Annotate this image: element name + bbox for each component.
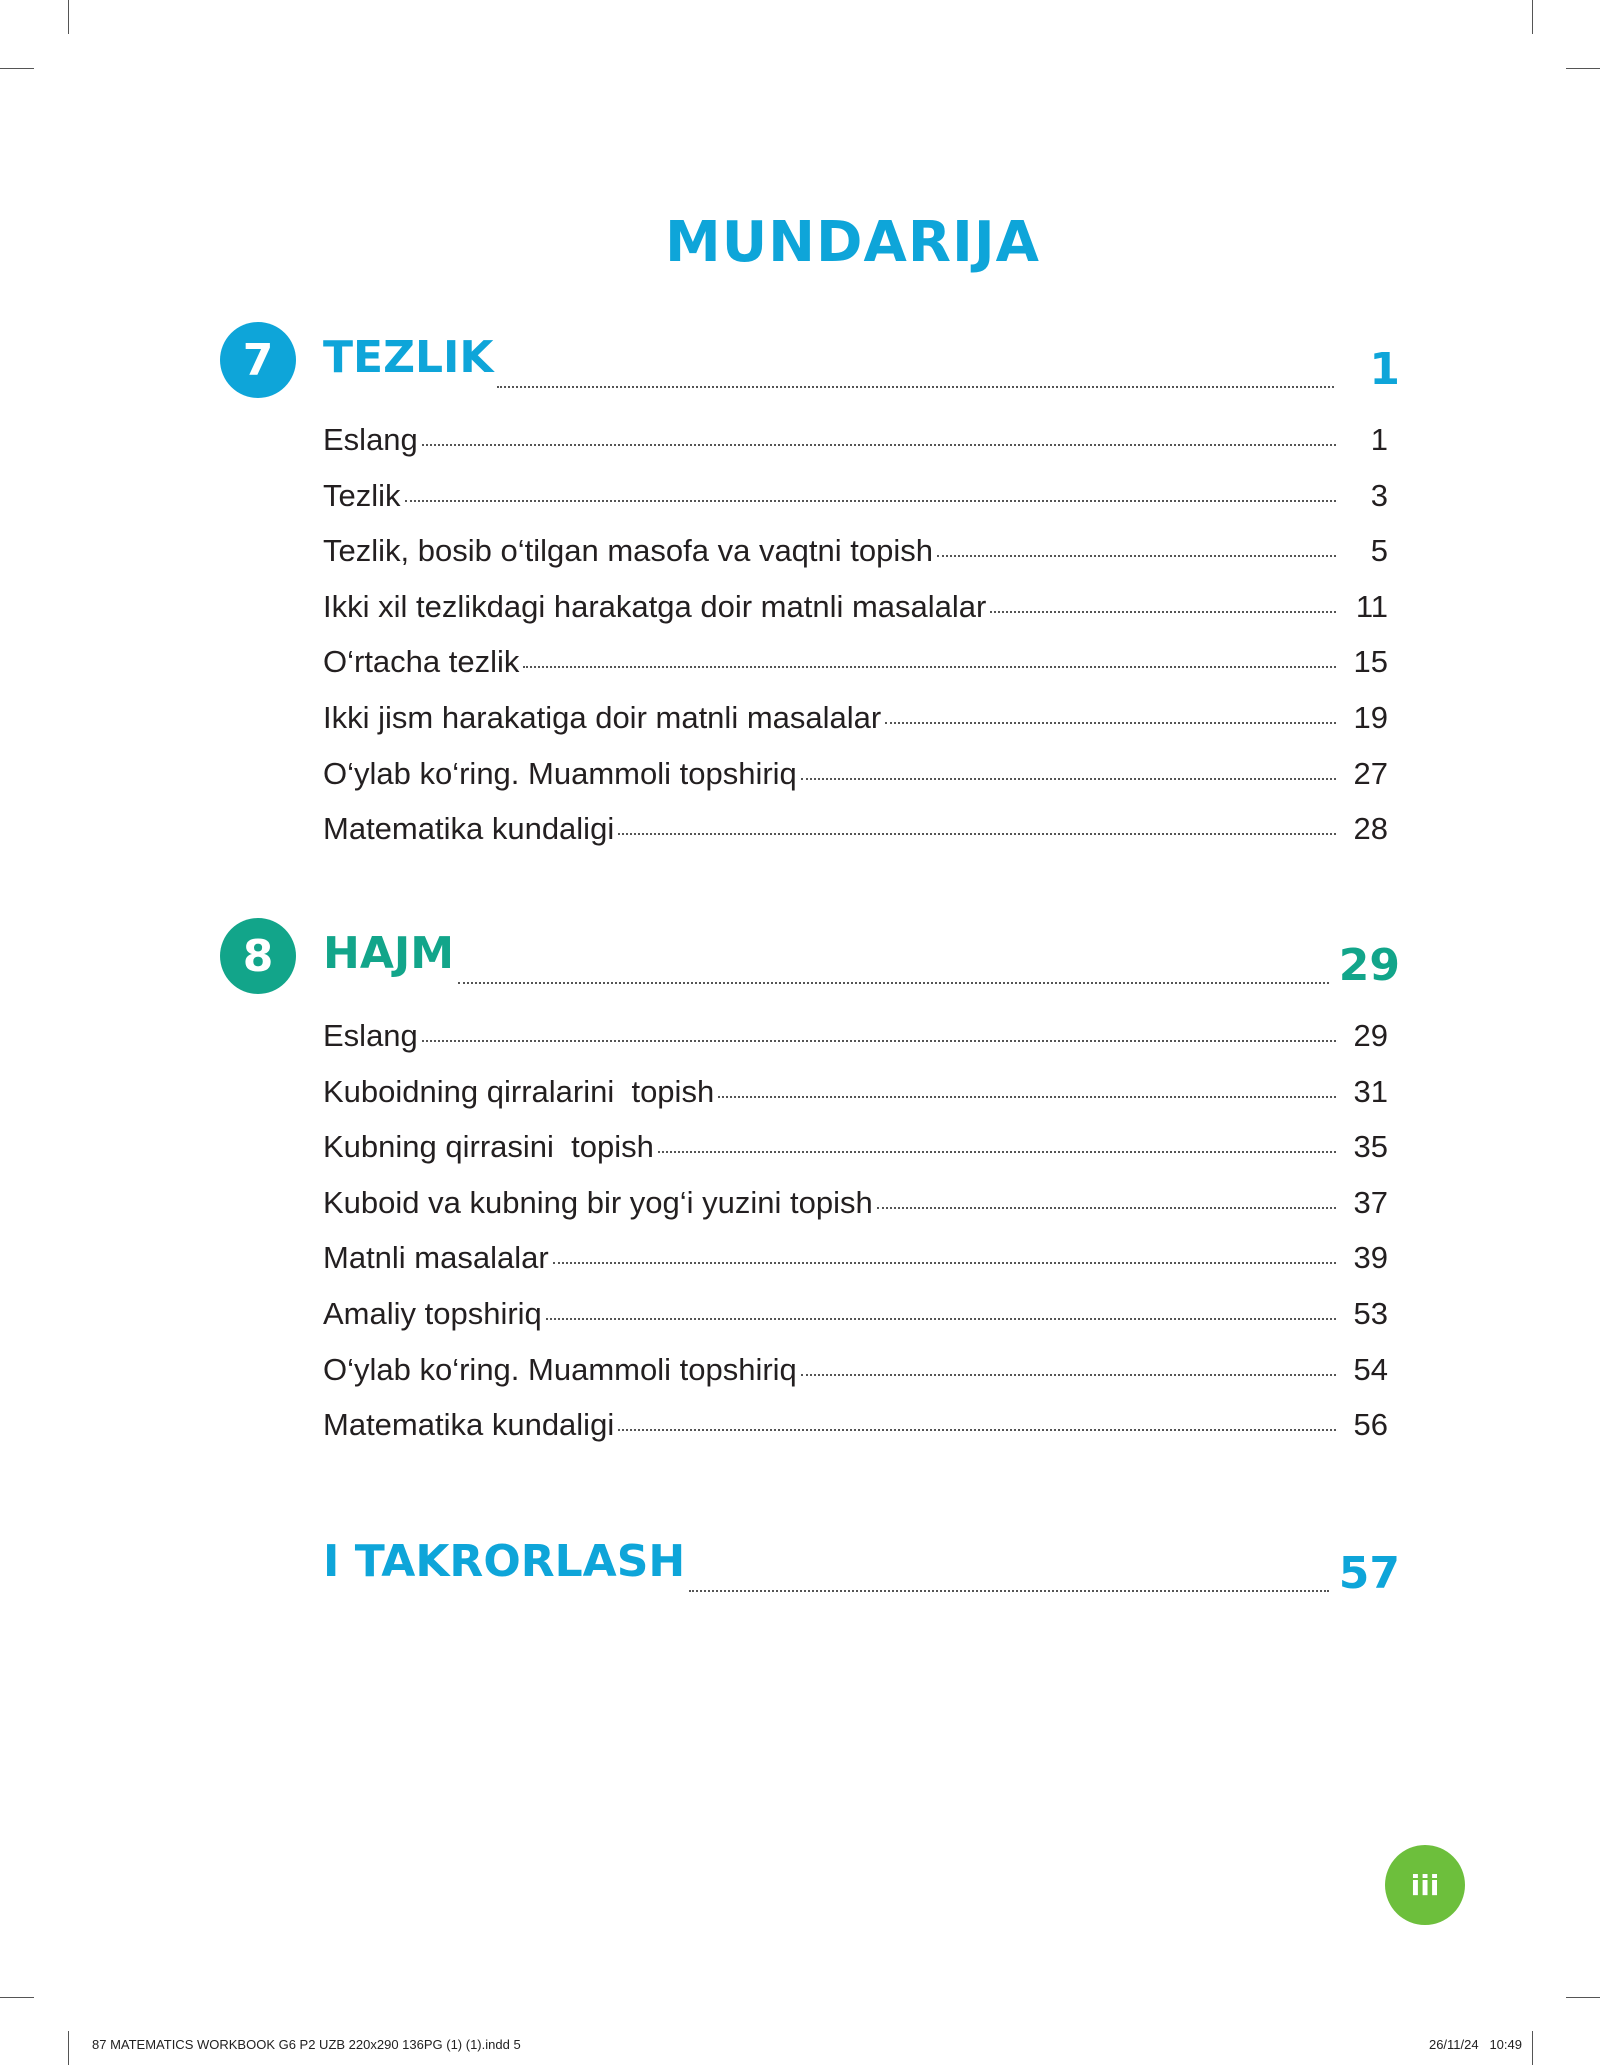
- toc-entry[interactable]: [323, 1129, 1388, 1185]
- crop-mark: [0, 1997, 34, 1998]
- chapter-number-badge: 8: [220, 918, 296, 994]
- chapter-7-heading[interactable]: [0, 322, 1600, 402]
- toc-entry-page: 3: [1370, 477, 1388, 513]
- toc-entry-page: 56: [1353, 1407, 1388, 1443]
- page-title: MUNDARIJA: [664, 210, 1041, 275]
- toc-entry[interactable]: [323, 478, 1388, 534]
- toc-entry-label: O‘ylab ko‘ring. Muammoli topshiriq: [323, 755, 797, 791]
- toc-entry[interactable]: [323, 700, 1388, 756]
- toc-entry[interactable]: [323, 533, 1388, 589]
- dot-leader: [801, 777, 1336, 780]
- toc-entry-label: Tezlik, bosib o‘tilgan masofa va vaqtni topish: [323, 533, 933, 569]
- toc-entry-label: Kuboidning qirralarini topish: [323, 1073, 715, 1109]
- review-heading[interactable]: [0, 1526, 1600, 1606]
- toc-entry-page: 39: [1353, 1240, 1388, 1276]
- dot-leader: [618, 832, 1336, 835]
- dot-leader: [497, 385, 1334, 388]
- toc-entry-page: 27: [1353, 755, 1388, 791]
- toc-entry-label: Matematika kundaligi: [323, 811, 615, 847]
- toc-entry-label: Ikki xil tezlikdagi harakatga doir matnli masalalar: [323, 588, 987, 624]
- toc-entry[interactable]: [323, 644, 1388, 700]
- toc-entry-label: Kuboid va kubning bir yog‘i yuzini topish: [323, 1184, 873, 1220]
- toc-entry-page: 28: [1353, 811, 1388, 847]
- crop-mark: [68, 0, 69, 34]
- dot-leader: [718, 1095, 1336, 1098]
- dot-leader: [523, 665, 1336, 668]
- toc-entry-page: 53: [1353, 1295, 1388, 1331]
- toc-entry-page: 1: [1370, 422, 1388, 457]
- toc-entry-label: Kubning qirrasini topish: [323, 1129, 654, 1165]
- chapter-title: TEZLIK: [323, 332, 494, 383]
- toc-entry-page: 31: [1353, 1073, 1388, 1109]
- dot-leader: [618, 1428, 1336, 1431]
- toc-entry-label: O‘rtacha tezlik: [323, 644, 520, 680]
- crop-mark: [68, 2031, 69, 2065]
- crop-mark: [1566, 1997, 1600, 1998]
- toc-entry[interactable]: [323, 589, 1388, 645]
- toc-entry-page: 11: [1355, 588, 1388, 624]
- crop-mark: [1566, 68, 1600, 69]
- toc-entry-page: 54: [1353, 1351, 1388, 1387]
- review-title: I TAKRORLASH: [323, 1536, 686, 1587]
- dot-leader: [422, 443, 1336, 446]
- chapter-8-entries: [323, 1018, 1388, 1463]
- dot-leader: [458, 981, 1329, 984]
- toc-entry[interactable]: [323, 1296, 1388, 1352]
- dot-leader: [937, 554, 1336, 557]
- toc-entry[interactable]: [323, 1352, 1388, 1408]
- toc-entry[interactable]: [323, 422, 1388, 478]
- toc-entry-page: 29: [1353, 1018, 1388, 1053]
- toc-entry-page: 35: [1353, 1129, 1388, 1165]
- toc-entry-page: 19: [1353, 699, 1388, 735]
- chapter-7-entries: [323, 422, 1388, 867]
- toc-entry[interactable]: [323, 1185, 1388, 1241]
- toc-entry-label: O‘ylab ko‘ring. Muammoli topshiriq: [323, 1351, 797, 1387]
- toc-entry-label: Ikki jism harakatiga doir matnli masalalar: [323, 699, 882, 735]
- toc-entry[interactable]: [323, 1407, 1388, 1463]
- footer-timestamp: [1429, 2037, 1522, 2052]
- chapter-page-number: 1: [1369, 344, 1400, 395]
- dot-leader: [885, 721, 1336, 724]
- chapter-8-heading[interactable]: [0, 918, 1600, 998]
- dot-leader: [990, 610, 1336, 613]
- dot-leader: [877, 1206, 1336, 1209]
- toc-entry[interactable]: [323, 811, 1388, 867]
- dot-leader: [658, 1150, 1336, 1153]
- dot-leader: [405, 499, 1336, 502]
- toc-entry-label: Eslang: [323, 1018, 418, 1053]
- toc-entry-page: 37: [1353, 1184, 1388, 1220]
- page-number-badge: iii: [1385, 1845, 1465, 1925]
- dot-leader: [801, 1373, 1336, 1376]
- toc-entry-label: Matematika kundaligi: [323, 1407, 615, 1443]
- chapter-number-badge: 7: [220, 322, 296, 398]
- chapter-page-number: 29: [1338, 940, 1400, 991]
- dot-leader: [689, 1589, 1329, 1592]
- dot-leader: [546, 1317, 1336, 1320]
- footer-date: 26/11/24: [1428, 2037, 1479, 2052]
- toc-entry-page: 15: [1353, 644, 1388, 680]
- toc-entry-label: Eslang: [323, 422, 418, 457]
- review-page-number: 57: [1338, 1548, 1400, 1599]
- toc-entry-label: Matnli masalalar: [323, 1240, 549, 1276]
- toc-entry[interactable]: [323, 1240, 1388, 1296]
- toc-entry-page: 5: [1370, 533, 1388, 569]
- crop-mark: [1532, 2031, 1533, 2065]
- toc-entry[interactable]: [323, 1018, 1388, 1074]
- toc-entry[interactable]: [323, 1074, 1388, 1130]
- dot-leader: [422, 1039, 1336, 1042]
- crop-mark: [1532, 0, 1533, 34]
- toc-entry-label: Amaliy topshiriq: [323, 1295, 542, 1331]
- dot-leader: [553, 1261, 1336, 1264]
- crop-mark: [0, 68, 34, 69]
- footer-time: 10:49: [1489, 2037, 1522, 2052]
- toc-entry[interactable]: [323, 756, 1388, 812]
- footer-file-name: 87 MATEMATICS WORKBOOK G6 P2 UZB 220x290 136PG (1) (1).indd 5: [92, 2037, 521, 2052]
- chapter-title: HAJM: [323, 928, 455, 979]
- toc-entry-label: Tezlik: [323, 477, 401, 513]
